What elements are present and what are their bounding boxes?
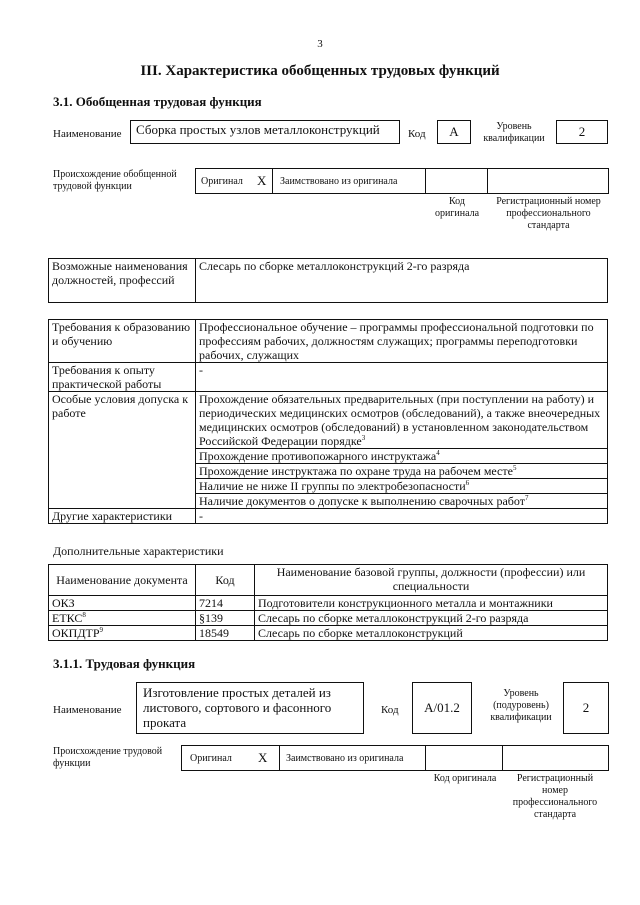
tf-code-orig-caption: Код оригинала <box>433 773 497 784</box>
additional-header-name: Наименование базовой группы, должности (профессии) или специальности <box>255 565 608 596</box>
experience-label: Требования к опыту практической работы <box>49 363 196 392</box>
experience-value: - <box>196 363 608 392</box>
gtf-code-value: А <box>437 120 471 144</box>
condition-item: Прохождение обязательных предварительных (при поступлении на работу) и периодических медицинских осмотров (обследований), а также внеочередных медицинских осмотров (обследований) в установленном законодательством Российской Федерации порядке$^3$ <box>196 392 608 449</box>
tf-name-label: Наименование <box>53 704 122 716</box>
tf-original-mark: X <box>258 750 268 765</box>
section-title: III. Характеристика обобщенных трудовых функций <box>140 63 500 79</box>
additional-table <box>48 564 608 641</box>
page-number: 3 <box>317 38 323 50</box>
table-row: ОКПДТР$^9$ 18549 Слесарь по сборке металлоконструкций <box>49 626 608 641</box>
gtf-divider-2 <box>425 168 426 194</box>
additional-header-code: Код <box>196 565 255 596</box>
tf-reg-caption: Регистрационный номер профессионального стандарта <box>512 773 598 820</box>
tf-borrowed-label: Заимствовано из оригинала <box>286 753 404 764</box>
gtf-code-label: Код <box>408 128 426 140</box>
gtf-name-value: Сборка простых узлов металлоконструкций <box>130 120 400 144</box>
condition-item: Прохождение противопожарного инструктажа$^4$ <box>196 449 608 464</box>
condition-item: Наличие не ниже II группы по электробезопасности$^6$ <box>196 479 608 494</box>
tf-divider-3 <box>502 745 503 771</box>
tf-level-label: Уровень (подуровень) квалификации <box>490 688 552 723</box>
condition-item: Наличие документов о допуске к выполнению сварочных работ$^7$ <box>196 494 608 509</box>
education-value: Профессиональное обучение – программы профессиональной подготовки по профессиям рабочих, должностям служащих; программы переподготовки рабочих, служащих <box>196 320 608 363</box>
positions-table <box>48 258 608 303</box>
tf-code-label: Код <box>381 704 399 716</box>
tf-divider-2 <box>425 745 426 771</box>
requirements-table <box>48 319 608 524</box>
tf-original-label: Оригинал <box>190 753 232 764</box>
gtf-divider-1 <box>272 168 273 194</box>
tf-code-value: А/01.2 <box>412 682 472 734</box>
table-row: ОКЗ 7214 Подготовители конструкционного металла и монтажники <box>49 596 608 611</box>
other-value: - <box>196 509 608 524</box>
condition-item: Прохождение инструктажа по охране труда на рабочем месте$^5$ <box>196 464 608 479</box>
table-row: ЕТКС$^8$ §139 Слесарь по сборке металлоконструкций 2-го разряда <box>49 611 608 626</box>
conditions-label: Особые условия допуска к работе <box>49 392 196 509</box>
gtf-original-mark: X <box>257 173 267 188</box>
gtf-level-label: Уровень квалификации <box>483 121 545 144</box>
gtf-divider-3 <box>487 168 488 194</box>
tf-origin-label: Происхождение трудовой функции <box>53 746 163 769</box>
additional-header-doc: Наименование документа <box>49 565 196 596</box>
gtf-heading: 3.1. Обобщенная трудовая функция <box>53 94 262 109</box>
gtf-origin-label: Происхождение обобщенной трудовой функции <box>53 169 177 192</box>
tf-level-value: 2 <box>563 682 609 734</box>
tf-heading: 3.1.1. Трудовая функция <box>53 656 196 671</box>
positions-value: Слесарь по сборке металлоконструкций 2-го разряда <box>196 259 608 303</box>
tf-name-value: Изготовление простых деталей из листового, сортового и фасонного проката <box>136 682 364 734</box>
other-label: Другие характеристики <box>49 509 196 524</box>
gtf-code-orig-caption: Код оригинала <box>434 196 480 219</box>
additional-title: Дополнительные характеристики <box>53 544 224 558</box>
gtf-level-value: 2 <box>556 120 608 144</box>
education-label: Требования к образованию и обучению <box>49 320 196 363</box>
gtf-reg-caption: Регистрационный номер профессионального стандарта <box>496 196 601 231</box>
positions-label: Возможные наименования должностей, профессий <box>49 259 196 303</box>
gtf-name-label: Наименование <box>53 128 122 140</box>
gtf-borrowed-label: Заимствовано из оригинала <box>280 176 398 187</box>
gtf-original-label: Оригинал <box>201 176 243 187</box>
tf-divider-1 <box>279 745 280 771</box>
